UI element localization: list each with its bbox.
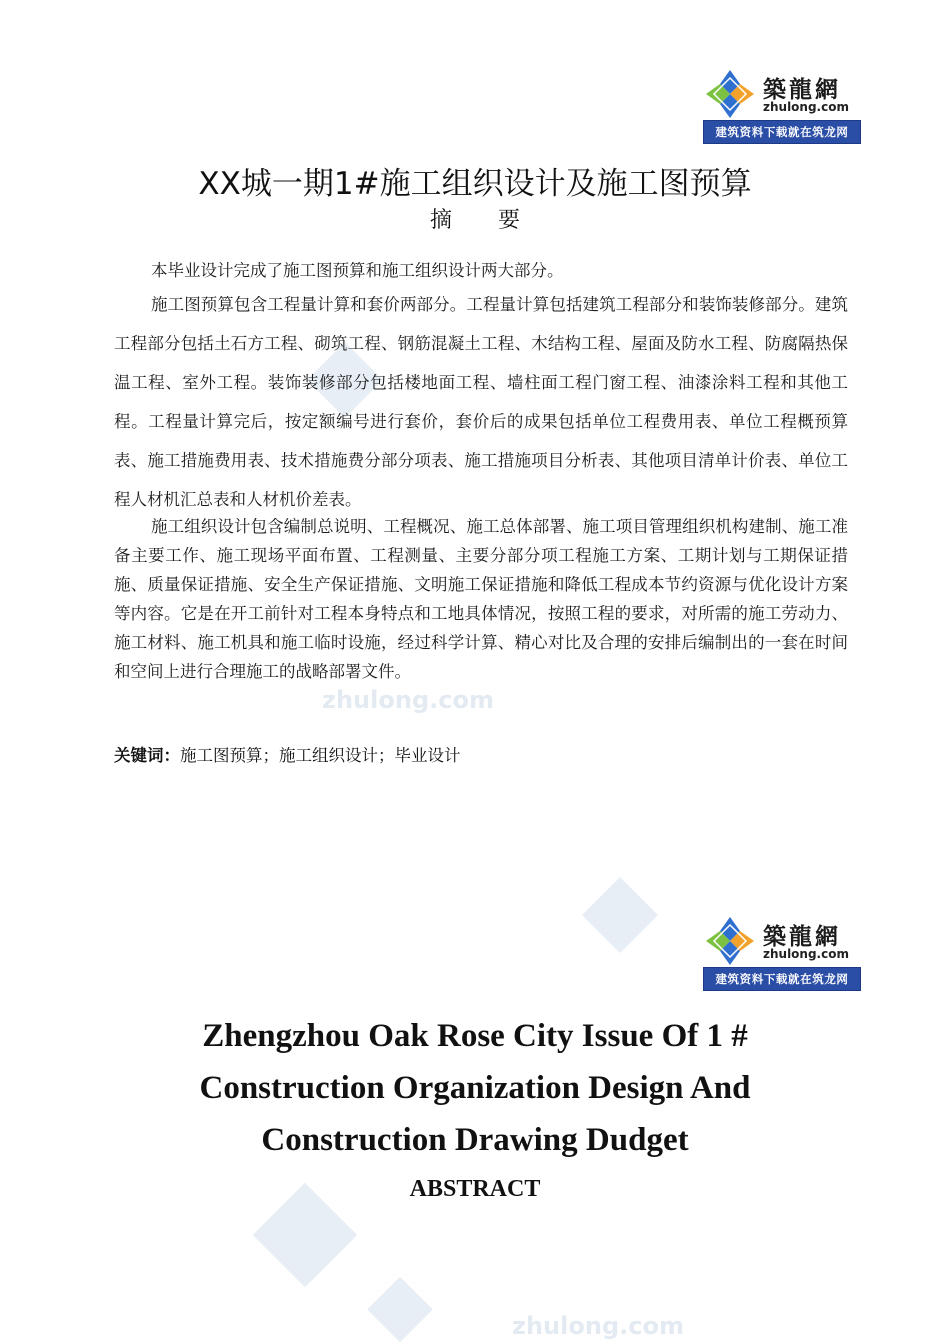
watermark-emblem-icon <box>365 1275 435 1344</box>
keywords-text: 施工图预算；施工组织设计；毕业设计 <box>180 746 461 765</box>
page-title: XX城一期1#施工组织设计及施工图预算 <box>198 166 752 202</box>
watermark-emblem-icon <box>580 875 660 955</box>
zhulong-emblem-icon <box>706 70 754 118</box>
logo-domain: zhulong.com <box>763 947 849 961</box>
keywords <box>114 742 461 766</box>
english-abstract-heading: ABSTRACT <box>409 1176 541 1202</box>
watermark-text: zhulong.com <box>322 686 494 714</box>
keywords-label: 关键词： <box>114 746 180 765</box>
english-title-line: Construction Organization Design And <box>199 1070 751 1106</box>
zhulong-logo <box>703 915 861 991</box>
abstract-paragraph: 施工组织设计包含编制总说明、工程概况、施工总体部署、施工项目管理组织机构建制、施工准备主要工作、施工现场平面布置、工程测量、主要分部分项工程施工方案、工期计划与工期保证措施、质量保证措施、安全生产保证措施、文明施工保证措施和降低工程成本节约资源与优化设计方案等内容。它是在开工前针对工程本身特点和工地具体情况，按照工程的要求，对所需的施工劳动力、施工材料、施工机具和施工临时设施，经过科学计算、精心对比及合理的安排后编制出的一套在时间和空间上进行合理施工的战略部署文件。 <box>114 517 848 681</box>
english-title-line: Construction Drawing Dudget <box>261 1122 689 1158</box>
abstract-paragraph: 施工图预算包含工程量计算和套价两部分。工程量计算包括建筑工程部分和装饰装修部分。建筑工程部分包括土石方工程、砌筑工程、钢筋混凝土工程、木结构工程、屋面及防水工程、防腐隔热保温工程、室外工程。装饰装修部分包括楼地面工程、墙柱面工程门窗工程、油漆涂料工程和其他工程。工程量计算完后，按定额编号进行套价，套价后的成果包括单位工程费用表、单位工程概预算表、施工措施费用表、技术措施费分部分项表、施工措施项目分析表、其他项目清单计价表、单位工程人材机汇总表和人材机价差表。 <box>114 295 848 509</box>
abstract-heading: 摘要 <box>429 208 566 233</box>
watermark-text: zhulong.com <box>512 1312 684 1340</box>
zhulong-logo <box>703 68 861 144</box>
logo-slogan: 建筑资料下载就在筑龙网 <box>703 120 861 144</box>
logo-name: 築龍網 <box>763 924 841 950</box>
english-title <box>0 1010 950 1166</box>
logo-name: 築龍網 <box>763 77 841 103</box>
logo-slogan: 建筑资料下载就在筑龙网 <box>703 967 861 991</box>
english-title-line: Zhengzhou Oak Rose City Issue Of 1 # <box>202 1018 748 1054</box>
logo-domain: zhulong.com <box>763 100 849 114</box>
abstract-paragraph: 本毕业设计完成了施工图预算和施工组织设计两大部分。 <box>151 261 564 280</box>
zhulong-emblem-icon <box>706 917 754 965</box>
